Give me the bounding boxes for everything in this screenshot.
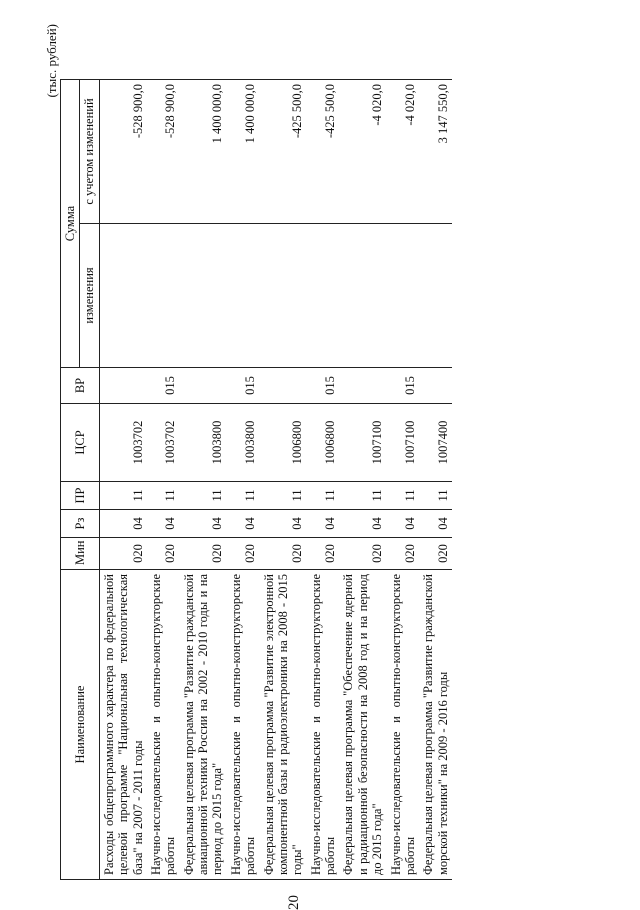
header-rz: Рз [61,510,100,538]
row-pr-cell: 11 [339,482,386,510]
row-csr-cell: 1006800 [307,404,340,482]
row-with-changes-cell: -528 900,0 [99,80,147,224]
table-row [260,80,307,880]
row-csr-cell: 1003800 [227,404,260,482]
table-body [99,80,452,880]
row-rz-cell: 04 [99,510,147,538]
header-name: Наименование [61,570,100,880]
table-row [339,80,386,880]
row-min-cell: 020 [339,538,386,570]
row-vr-cell [99,368,147,404]
unit-label: (тыс. рублей) [44,24,59,98]
row-with-changes-cell: -4 020,0 [387,80,420,224]
row-csr-cell: 1007100 [387,404,420,482]
row-vr-cell [260,368,307,404]
row-changes-cell [99,224,147,368]
table-row [180,80,227,880]
row-with-changes-cell: -425 500,0 [260,80,307,224]
row-changes-cell [180,224,227,368]
row-pr-cell: 11 [419,482,452,510]
row-rz-cell: 04 [387,510,420,538]
table-row [419,80,452,880]
page-number: 20 [286,895,302,910]
row-pr-cell: 11 [147,482,180,510]
row-rz-cell: 04 [180,510,227,538]
header-changes: изменения [80,224,99,368]
row-name-cell: Федеральная целевая программа "Обеспечение ядерной и радиационной безопасности на 2008 год и на период до 2015 года" [339,570,386,880]
row-min-cell: 020 [147,538,180,570]
row-rz-cell: 04 [307,510,340,538]
row-changes-cell [147,224,180,368]
row-min-cell: 020 [419,538,452,570]
row-with-changes-cell: 1 400 000,0 [180,80,227,224]
row-name-cell: Научно-исследовательские и опытно-конструкторские работы [147,570,180,880]
row-changes-cell [260,224,307,368]
table-row [147,80,180,880]
table-row [387,80,420,880]
row-vr-cell [419,368,452,404]
row-with-changes-cell: 3 147 550,0 [419,80,452,224]
row-name-cell: Федеральная целевая программа "Развитие гражданской авиационной техники России на 2002 - 2010 годы и на период до 2015 года" [180,570,227,880]
row-rz-cell: 04 [339,510,386,538]
table-row [227,80,260,880]
row-pr-cell: 11 [260,482,307,510]
row-name-cell: Федеральная целевая программа "Развитие электронной компонентной базы и радиоэлектроники на 2008 - 2015 годы" [260,570,307,880]
header-with-changes: с учетом изменений [80,80,99,224]
row-pr-cell: 11 [307,482,340,510]
row-csr-cell: 1007100 [339,404,386,482]
rotated-content [44,24,580,910]
row-name-cell: Научно-исследовательские и опытно-конструкторские работы [387,570,420,880]
row-vr-cell: 015 [147,368,180,404]
row-min-cell: 020 [260,538,307,570]
header-pr: ПР [61,482,100,510]
row-with-changes-cell: -528 900,0 [147,80,180,224]
row-min-cell: 020 [387,538,420,570]
row-rz-cell: 04 [260,510,307,538]
row-min-cell: 020 [99,538,147,570]
row-pr-cell: 11 [180,482,227,510]
header-row-1 [61,80,80,880]
row-with-changes-cell: -4 020,0 [339,80,386,224]
row-rz-cell: 04 [227,510,260,538]
header-sum: Сумма [61,80,80,368]
row-changes-cell [227,224,260,368]
row-min-cell: 020 [307,538,340,570]
row-vr-cell [180,368,227,404]
table-row [99,80,147,880]
row-csr-cell: 1007400 [419,404,452,482]
row-pr-cell: 11 [227,482,260,510]
row-name-cell: Научно-исследовательские и опытно-конструкторские работы [227,570,260,880]
row-min-cell: 020 [227,538,260,570]
row-with-changes-cell: -425 500,0 [307,80,340,224]
row-rz-cell: 04 [419,510,452,538]
header-vr: ВР [61,368,100,404]
row-with-changes-cell: 1 400 000,0 [227,80,260,224]
row-name-cell: Федеральная целевая программа "Развитие гражданской морской техники" на 2009 - 2016 годы [419,570,452,880]
row-csr-cell: 1003702 [99,404,147,482]
row-changes-cell [419,224,452,368]
row-rz-cell: 04 [147,510,180,538]
row-csr-cell: 1006800 [260,404,307,482]
table-row [307,80,340,880]
row-name-cell: Научно-исследовательские и опытно-конструкторские работы [307,570,340,880]
row-pr-cell: 11 [387,482,420,510]
budget-table [60,79,452,880]
row-min-cell: 020 [180,538,227,570]
row-csr-cell: 1003702 [147,404,180,482]
row-changes-cell [387,224,420,368]
row-name-cell: Расходы общепрограммного характера по федеральной целевой программе "Национальная технологическая база" на 2007 - 2011 годы [99,570,147,880]
row-vr-cell: 015 [307,368,340,404]
row-changes-cell [339,224,386,368]
row-vr-cell [339,368,386,404]
row-vr-cell: 015 [387,368,420,404]
row-vr-cell: 015 [227,368,260,404]
row-pr-cell: 11 [99,482,147,510]
row-changes-cell [307,224,340,368]
header-min: Мин [61,538,100,570]
header-csr: ЦСР [61,404,100,482]
row-csr-cell: 1003800 [180,404,227,482]
